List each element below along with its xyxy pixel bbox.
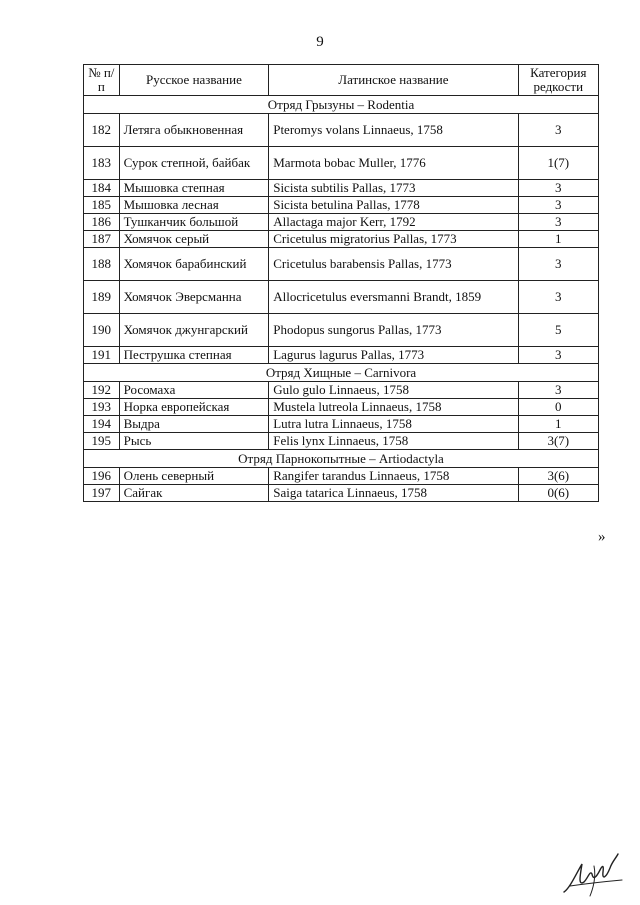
- row-number: 191: [84, 347, 120, 364]
- latin-name: Cricetulus migratorius Pallas, 1773: [269, 231, 518, 248]
- rarity-category: 5: [518, 314, 598, 347]
- russian-name: Хомячок барабинский: [119, 248, 269, 281]
- russian-name: Мышовка лесная: [119, 197, 269, 214]
- latin-name: Rangifer tarandus Linnaeus, 1758: [269, 468, 518, 485]
- latin-name: Cricetulus barabensis Pallas, 1773: [269, 248, 518, 281]
- russian-name: Олень северный: [119, 468, 269, 485]
- russian-name: Тушканчик большой: [119, 214, 269, 231]
- latin-name: Lagurus lagurus Pallas, 1773: [269, 347, 518, 364]
- table-row: [84, 214, 599, 231]
- russian-name: Рысь: [119, 433, 269, 450]
- table-row: [84, 468, 599, 485]
- latin-name: Allactaga major Kerr, 1792: [269, 214, 518, 231]
- latin-name: Pteromys volans Linnaeus, 1758: [269, 114, 518, 147]
- table-row: [84, 114, 599, 147]
- table-row: [84, 433, 599, 450]
- rarity-category: 3: [518, 197, 598, 214]
- row-number: 187: [84, 231, 120, 248]
- russian-name: Пеструшка степная: [119, 347, 269, 364]
- latin-name: Saiga tatarica Linnaeus, 1758: [269, 485, 518, 502]
- table-header-row: [84, 65, 599, 96]
- section-row: [84, 364, 599, 382]
- russian-name: Хомячок джунгарский: [119, 314, 269, 347]
- table-row: [84, 197, 599, 214]
- rarity-category: 3(6): [518, 468, 598, 485]
- latin-name: Marmota bobac Muller, 1776: [269, 147, 518, 180]
- rarity-category: 0(6): [518, 485, 598, 502]
- rarity-category: 3: [518, 180, 598, 197]
- closing-quote: »: [598, 529, 606, 545]
- header-latin-name: Латинское название: [269, 65, 518, 96]
- table-row: [84, 485, 599, 502]
- russian-name: Хомячок Эверсманна: [119, 281, 269, 314]
- table-row: [84, 248, 599, 281]
- row-number: 183: [84, 147, 120, 180]
- rarity-category: 1: [518, 416, 598, 433]
- section-title: Отряд Грызуны – Rodentia: [84, 96, 599, 114]
- signature-icon: [560, 852, 626, 898]
- rarity-category: 3: [518, 281, 598, 314]
- rarity-category: 3: [518, 214, 598, 231]
- russian-name: Сайгак: [119, 485, 269, 502]
- section-row: [84, 450, 599, 468]
- table-row: [84, 399, 599, 416]
- row-number: 193: [84, 399, 120, 416]
- russian-name: Сурок степной, байбак: [119, 147, 269, 180]
- row-number: 185: [84, 197, 120, 214]
- section-row: [84, 96, 599, 114]
- russian-name: Норка европейская: [119, 399, 269, 416]
- row-number: 190: [84, 314, 120, 347]
- rarity-category: 3: [518, 347, 598, 364]
- table-row: [84, 314, 599, 347]
- header-num: № п/п: [84, 65, 120, 96]
- russian-name: Летяга обыкновенная: [119, 114, 269, 147]
- latin-name: Allocricetulus eversmanni Brandt, 1859: [269, 281, 518, 314]
- russian-name: Росомаха: [119, 382, 269, 399]
- row-number: 194: [84, 416, 120, 433]
- latin-name: Felis lynx Linnaeus, 1758: [269, 433, 518, 450]
- section-title: Отряд Парнокопытные – Artiodactyla: [84, 450, 599, 468]
- latin-name: Gulo gulo Linnaeus, 1758: [269, 382, 518, 399]
- latin-name: Sicista betulina Pallas, 1778: [269, 197, 518, 214]
- species-table: [83, 64, 599, 502]
- table-row: [84, 180, 599, 197]
- rarity-category: 0: [518, 399, 598, 416]
- row-number: 189: [84, 281, 120, 314]
- rarity-category: 1(7): [518, 147, 598, 180]
- table-row: [84, 147, 599, 180]
- rarity-category: 3(7): [518, 433, 598, 450]
- page-number: 9: [316, 34, 324, 50]
- latin-name: Mustela lutreola Linnaeus, 1758: [269, 399, 518, 416]
- table-row: [84, 382, 599, 399]
- row-number: 186: [84, 214, 120, 231]
- row-number: 184: [84, 180, 120, 197]
- row-number: 197: [84, 485, 120, 502]
- russian-name: Выдра: [119, 416, 269, 433]
- table-row: [84, 281, 599, 314]
- row-number: 188: [84, 248, 120, 281]
- latin-name: Phodopus sungorus Pallas, 1773: [269, 314, 518, 347]
- table-row: [84, 231, 599, 248]
- header-rarity-category: Категория редкости: [518, 65, 598, 96]
- row-number: 195: [84, 433, 120, 450]
- table-body: [84, 96, 599, 502]
- rarity-category: 3: [518, 248, 598, 281]
- table-row: [84, 347, 599, 364]
- row-number: 196: [84, 468, 120, 485]
- header-russian-name: Русское название: [119, 65, 269, 96]
- row-number: 182: [84, 114, 120, 147]
- section-title: Отряд Хищные – Carnivora: [84, 364, 599, 382]
- rarity-category: 1: [518, 231, 598, 248]
- russian-name: Мышовка степная: [119, 180, 269, 197]
- rarity-category: 3: [518, 114, 598, 147]
- rarity-category: 3: [518, 382, 598, 399]
- latin-name: Lutra lutra Linnaeus, 1758: [269, 416, 518, 433]
- table-row: [84, 416, 599, 433]
- row-number: 192: [84, 382, 120, 399]
- russian-name: Хомячок серый: [119, 231, 269, 248]
- latin-name: Sicista subtilis Pallas, 1773: [269, 180, 518, 197]
